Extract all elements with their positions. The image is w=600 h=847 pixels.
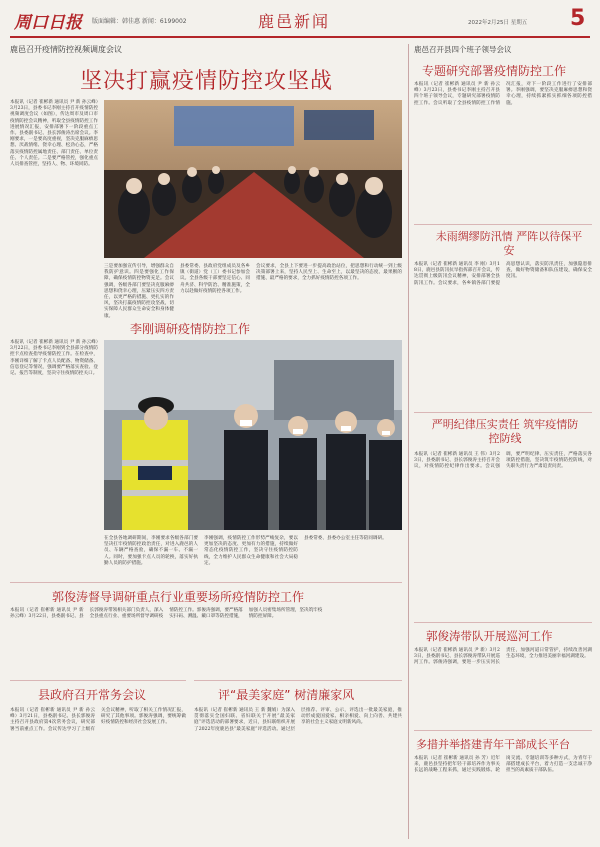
column-divider	[408, 44, 409, 839]
section-rule	[10, 582, 402, 583]
section-rule	[10, 680, 186, 681]
article-guojuntao-inspect	[10, 582, 402, 676]
article-body: 在全县各地调研期间，李刚要求各级各部门要坚决扛牢疫情防控政治责任，对进入鹿邑的人员、车辆严格查验，确保不漏一车、不漏一人。同时，要加强卡点人员的轮换，落实好执勤人员的防护措施。	[104, 536, 198, 566]
article-body: 李刚强调，疫情防控工作形势严峻复杂，要以更加坚决的态度、更加有力的措施，持续做好常态化疫情防控工作，坚决守住疫情防控防线，全力维护人民群众生命健康和社会大局稳定。	[204, 536, 298, 566]
article-executive-meeting	[10, 680, 186, 840]
article-title: 坚决打赢疫情防控攻坚战	[80, 69, 334, 94]
article-body: 本报讯（记者 崔彬新 通讯员 尹 新 孙云峰）3月23日，县委书记李刚主持召开疫情防控视频调度会议（如图），传达周市及周口市疫情防控会议精神，听取全县疫情防控工作进展情况汇报，安排部署下一阶段重点工作。县委副书记、县长郭俊涛出席会议。李刚要求，一是要高度重视，坚决克服麻痹思想、厌战情绪、侥幸心理、松劲心态，严格落实疫情防控属地责任、部门责任、单位责任、个人责任。二是要严格管控，强化重点人员排查管控，坚持人、物、环境同防。	[10, 100, 98, 168]
issue-date: 2022年2月25日 星期五	[468, 20, 528, 26]
section-rule	[414, 224, 592, 225]
section-rule	[414, 412, 592, 413]
article-body: 本报讯（记者 崔彬新 通讯员 尹 新 孙云峰）3月23日，县委书记李刚主持召开县四个班子领导会议，专题研究部署疫情防控工作。会议听取了全县疫情防控工作情况汇报，对下一阶段工作进行了安排部署。李刚强调，要坚决克服麻痹思想和侥幸心理，持续抓紧抓实抓细各项防控措施。	[414, 82, 592, 106]
section-rule	[194, 680, 402, 681]
article-title: 严明纪律压实责任 筑牢疫情防控防线	[431, 418, 579, 445]
article-epidemic-study	[414, 42, 592, 222]
article-video-meeting	[10, 42, 402, 317]
article-best-family	[194, 680, 402, 840]
article-title: 郭俊涛带队开展巡河工作	[426, 629, 553, 643]
page-number: 5	[570, 6, 586, 31]
article-discipline	[414, 412, 592, 618]
article-title: 李刚调研疫情防控工作	[130, 322, 251, 336]
masthead-rule	[10, 36, 590, 38]
article-body: 本报讯（记者 崔彬新 通讯员 王 伟）3月23日，县委副书记、县长郭俊涛主持召开会议，对疫情防控纪律作出要求。会议强调，要严明纪律、压实责任，严格落实各项防控措施，坚决筑牢疫情防控防线，对失职失责行为严肃追责问责。	[414, 452, 592, 470]
meeting-photo	[104, 100, 402, 258]
article-body: 本报讯（记者 崔彬新 通讯员 李 刚）3月18日，鹿邑县防汛抗旱指挥部召开会议，传达贯彻上级防汛会议精神，安排部署全县防汛工作。会议要求，各乡镇各部门要提高思想认识，落实防汛责任，加强隐患排查，做好物资储备和队伍建设，确保安全度汛。	[414, 262, 592, 286]
section-rule	[414, 622, 592, 623]
masthead-logo: 周口日报	[14, 13, 82, 33]
article-title: 评“最美家庭” 树清廉家风	[218, 688, 355, 702]
article-body: 县委常委、县政府党组成员及各乡镇（街道）党（工）委书记参加会议。全县各级干部要坚定信心、同舟共济、科学防治、精准施策，全力以赴做好疫情防控各项工作。	[180, 264, 250, 294]
article-body: 本报讯（记者 崔彬新 通讯员 尹 新 孙云峰）3月22日，县委书记李刚到全县部分疫情防控卡点检查指导疫情防控工作。在检查中，李刚详细了解了卡点人员配备、物资储备、信息登记等情况，强调要严格落实查验、登记、报告等制度，坚决守住疫情防控关口。	[10, 340, 98, 377]
inspection-photo	[104, 340, 402, 530]
article-title: 专题研究部署疫情防控工作	[422, 64, 567, 78]
article-patrol	[414, 622, 592, 728]
article-lizhang-inspect	[10, 318, 402, 580]
section-rule	[414, 730, 592, 731]
article-body: 县委常委、县委办公室主任等陪同调研。	[304, 536, 387, 541]
article-body: 三是要加强宣传引导，增强群众自我防护意识。四是要强化工作保障，确保疫情防控物资充足。会议强调，各级各部门要坚决克服麻痹思想和侥幸心理，压紧压实四方责任，以更严格的措施、更扎实的作风，坚决打赢疫情防控攻坚战，切实保障人民群众生命安全和身体健康。	[104, 264, 174, 319]
article-body: 本报讯（记者 崔彬新 通讯员 尹 新）3月23日，县委副书记、县长郭俊涛带队开展巡河工作。郭俊涛强调，要进一步压实河长责任，加强河道日常管护，持续改善河湖生态环境，全力推进美丽幸福河湖建设。	[414, 648, 592, 666]
article-body: 本报讯（记者 崔彬新 通讯员 王 新 魏娟）为深入贯彻落实全国妇联、省妇联关于开展“最美家庭”评选活动的部署要求，近日，县妇联组织开展了2022年度鹿邑县“最美家庭”评选活动。通过层层推荐、评审、公示，评选出一批最美家庭，推动形成爱国爱家、相亲相爱、向上向善、共建共享的社会主义家庭文明新风尚。	[194, 708, 402, 732]
article-body: 本报讯（记者 崔彬新 通讯员 尹 新 孙云峰）3月22日，县委副书记、县长郭俊涛带领相关部门负责人，深入全县重点行业、重要场所督导调研疫情防控工作。郭俊涛强调，要严格落实扫码、测温、戴口罩等防控措施，加强人员密集场所管理，坚决筑牢疫情防控屏障。	[10, 608, 323, 620]
section-title: 鹿邑新闻	[258, 12, 331, 31]
article-body: 本报讯（记者 崔彬新 通讯员 孙 芳）近年来，鹿邑县坚持把年轻干部培养作为事关长远的战略工程来抓，通过实践锻炼、轮岗交流、专题培训等多种方式，为青年干部搭建成长平台，着力打造一支忠诚干净担当的高素质干部队伍。	[414, 756, 592, 774]
article-title: 多措并举搭建青年干部成长平台	[416, 738, 570, 751]
article-youth-cadres	[414, 730, 592, 840]
article-kicker: 鹿邑召开疫情防控视频调度会议	[10, 45, 122, 54]
article-body: 会议要求，全县上下要进一步提高政治站位，把思想和行动统一到上级决策部署上来，坚持人民至上、生命至上，以最坚决的态度、最果断的措施、最严格的要求，全力抓好疫情防控各项工作。	[256, 264, 402, 282]
article-title: 未雨绸缪防汛情 严阵以待保平安	[435, 230, 583, 257]
article-flood-prep	[414, 224, 592, 408]
masthead	[0, 0, 600, 40]
article-title: 郭俊涛督导调研重点行业重要场所疫情防控工作	[52, 590, 305, 604]
masthead-meta: 版面编辑：韩佳惠 新闻：6199002	[92, 18, 187, 25]
article-title: 县政府召开常务会议	[38, 688, 147, 702]
article-body: 本报讯（记者 崔彬新 通讯员 尹 新 孙云峰）3月21日，县委副书记、县长郭俊涛主持召开县政府第4次常务会议，研究部署当前重点工作。会议传达学习了上级有关会议精神，听取了相关工作情况汇报，研究了其他事项。郭俊涛强调，要统筹做好疫情防控和经济社会发展工作。	[10, 708, 186, 732]
article-kicker: 鹿邑召开县四个班子领导会议	[414, 45, 512, 54]
